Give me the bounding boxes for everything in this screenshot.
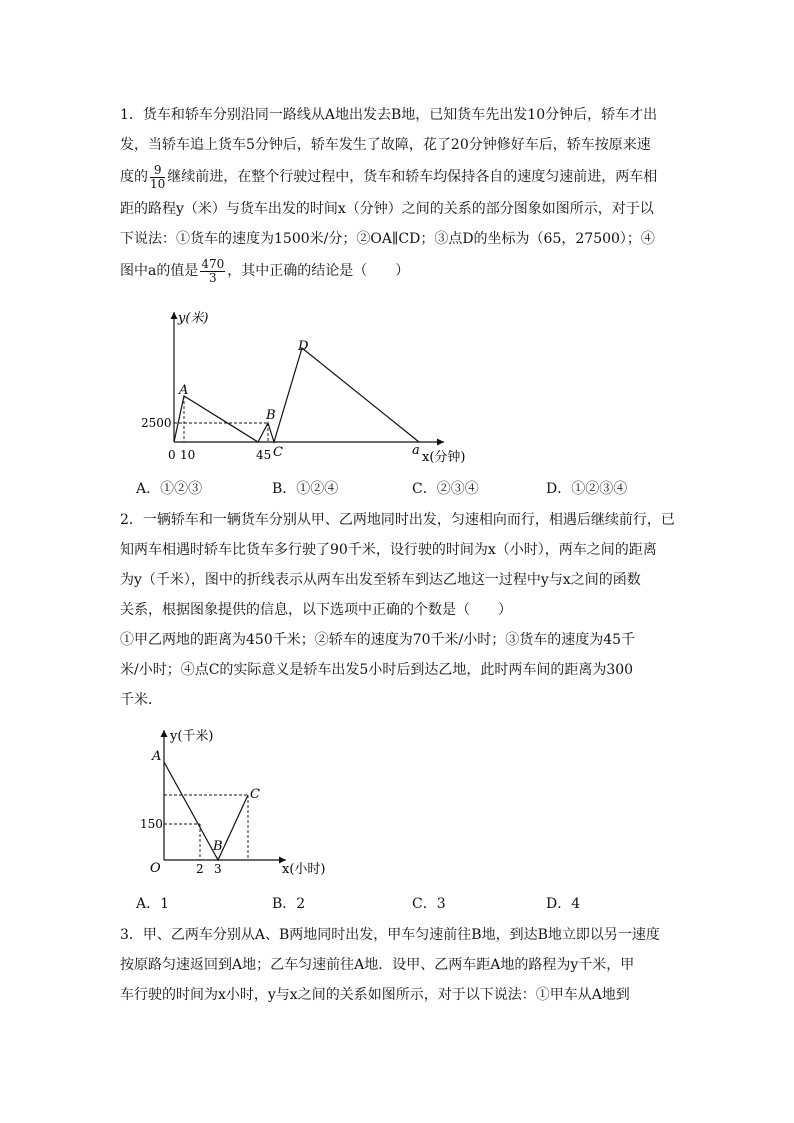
q1-option-b[interactable]: B．①②④ — [272, 481, 339, 497]
q1-line-5: 下说法：①货车的速度为1500米/分；②OA∥CD；③点D的坐标为（65，27500）；④ — [120, 231, 655, 247]
q1-xlabel: x(分钟) — [422, 450, 466, 465]
q1-line-2: 发，当轿车追上货车5分钟后，轿车发生了故障，花了20分钟修好车后，轿车按原来速 — [120, 137, 651, 153]
q2-point-c: C — [250, 787, 260, 802]
question-2 — [120, 505, 680, 715]
q2-xlabel: x(小时) — [282, 862, 326, 877]
q1-tick-10: 10 — [180, 448, 196, 462]
q2-line-5: ①甲乙两地的距离为450千米；②轿车的速度为70千米/小时；③货车的速度为45千 — [120, 632, 636, 648]
q2-options — [136, 893, 696, 913]
q2-ylabel: y(千米) — [170, 729, 214, 744]
q2-option-c[interactable]: C．3 — [412, 896, 446, 912]
q1-tick-0: 0 — [168, 448, 176, 462]
q2-line-3: 为y（千米），图中的折线表示从两车出发至轿车到达乙地这一过程中y与x之间的函数 — [120, 572, 641, 588]
q2-option-b[interactable]: B．2 — [272, 896, 306, 912]
q1-tick-2500: 2500 — [141, 416, 172, 430]
q1-graph-line — [174, 348, 419, 442]
q1-option-a[interactable]: A．①②③ — [136, 481, 203, 497]
q1-line-1: 1．货车和轿车分别沿同一路线从A地出发去B地，已知货车先出发10分钟后，轿车才出 — [120, 107, 658, 123]
q2-point-b: B — [213, 839, 223, 854]
q3-line-1: 3．甲、乙两车分别从A、B两地同时出发，甲车匀速前往B地，到达B地立即以另一速度 — [120, 927, 660, 943]
q1-option-c[interactable]: C．②③④ — [412, 481, 479, 497]
q2-point-a: A — [152, 749, 162, 764]
q2-line-2: 知两车相遇时轿车比货车多行驶了90千米，设行驶的时间为x（小时），两车之间的距离 — [120, 542, 657, 558]
q1-line-3: 度的 $\frac{9}{10}$ 继续前进，在整个行驶过程中，货车和轿车均保持各自的速度匀速前进，两车相 — [120, 162, 658, 191]
q3-line-3: 车行驶的时间为x小时，y与x之间的关系如图所示，对于以下说法：①甲车从A地到 — [120, 987, 630, 1003]
q2-tick-150: 150 — [140, 817, 163, 831]
q2-line-4: 关系，根据图象提供的信息，以下选项中正确的个数是（ ） — [120, 602, 512, 618]
q1-point-b: B — [266, 408, 276, 423]
q1-line-6: 图中a的值是 $\frac{470}{3}$ ，其中正确的结论是（ ） — [120, 256, 410, 285]
q2-option-d[interactable]: D．4 — [546, 896, 581, 912]
q2-option-a[interactable]: A．1 — [136, 896, 170, 912]
q2-tick-3: 3 — [214, 862, 222, 876]
q2-line-1: 2．一辆轿车和一辆货车分别从甲、乙两地同时出发，匀速相向而行，相遇后继续前行，已 — [120, 512, 675, 528]
q1-option-d[interactable]: D．①②③④ — [546, 481, 628, 497]
q2-line-6: 米/小时；④点C的实际意义是轿车出发5小时后到达乙地，此时两车间的距离为300 — [120, 662, 634, 678]
q1-options — [136, 478, 696, 498]
question-1 — [120, 100, 680, 288]
q1-point-a-axis: a — [412, 443, 420, 458]
q1-tick-45: 45 — [256, 448, 272, 462]
q2-graph — [130, 722, 350, 882]
q1-point-a: A — [179, 383, 189, 398]
q2-origin: O — [150, 861, 161, 876]
q1-point-c: C — [273, 445, 283, 460]
question-3 — [120, 920, 680, 1010]
q1-line-4: 距的路程y（米）与货车出发的时间x（分钟）之间的关系的部分图象如图所示，对于以 — [120, 201, 654, 217]
q3-line-2: 按原路匀速返回到A地；乙车匀速前往A地．设甲、乙两车距A地的路程为y千米，甲 — [120, 957, 635, 973]
q2-line-7: 千米． — [120, 692, 162, 708]
q1-ylabel: y(米) — [178, 311, 209, 326]
fraction-9-10: $\frac{9}{10}$ — [150, 162, 166, 191]
fraction-470-3: $\frac{470}{3}$ — [201, 256, 225, 285]
q2-tick-2: 2 — [196, 862, 204, 876]
q2-graph-line — [164, 762, 248, 860]
q1-graph — [130, 300, 490, 470]
q1-point-d: D — [298, 339, 309, 354]
